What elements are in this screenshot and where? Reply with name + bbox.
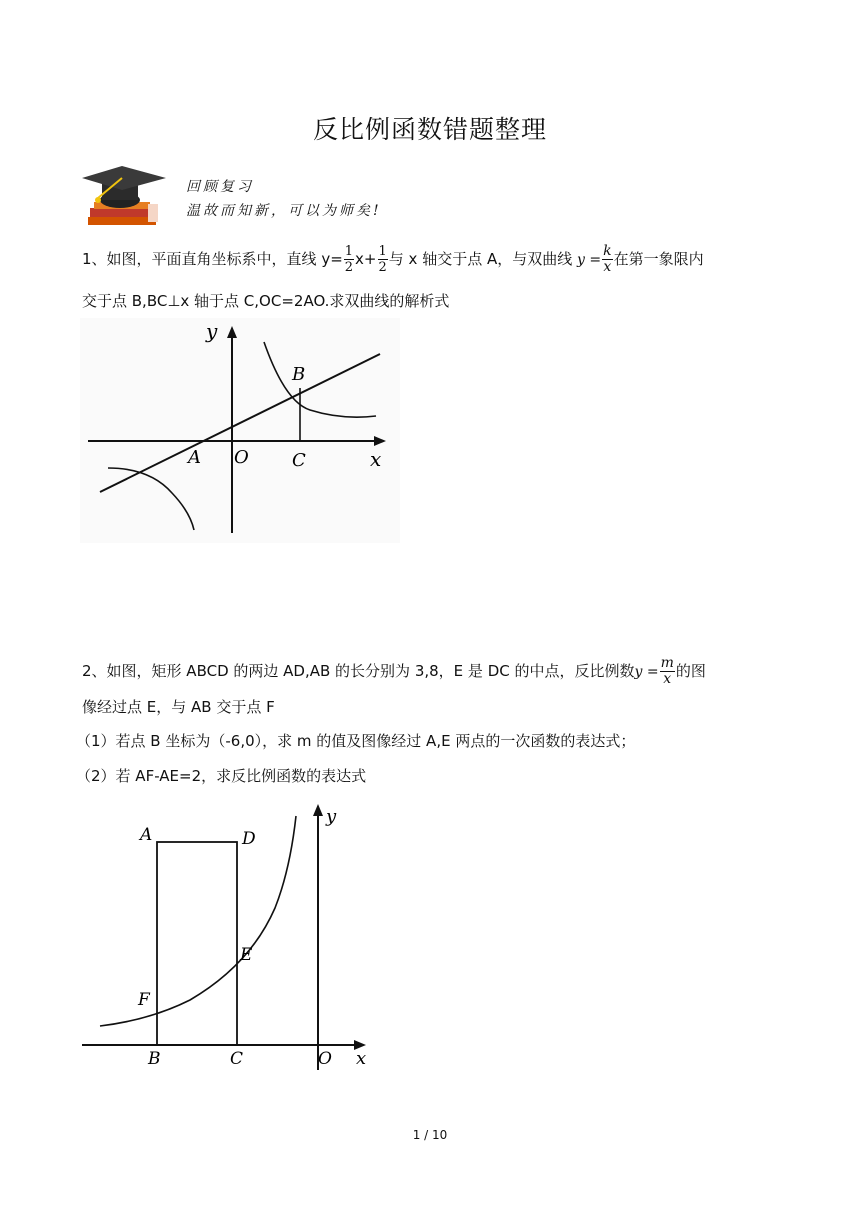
q2-label-a: A	[140, 825, 153, 845]
q2-rectangle-abcd	[157, 842, 237, 1045]
q2-label-o: O	[318, 1049, 332, 1069]
q2-line-3: （1）若点 B 坐标为（-6,0），求 m 的值及图像经过 A,E 两点的一次函数的表达式；	[76, 732, 636, 750]
q1-fraction-1	[344, 244, 354, 275]
q1-text-b: x+	[355, 250, 377, 268]
q1-frac1-num: 1	[344, 244, 354, 259]
q1-label-y: y	[206, 319, 218, 343]
q2-label-d: D	[242, 829, 256, 849]
q1-line-2: 交于点 B,BC⊥x 轴于点 C,OC=2AO.求双曲线的解析式	[82, 292, 450, 310]
q2-hyperbola	[100, 816, 296, 1026]
q1-text-c: 与 x 轴交于点 A，与双曲线	[388, 250, 573, 268]
q1-fraction-2	[378, 244, 388, 275]
banner-line-1: 回顾复习	[186, 179, 254, 195]
page-number: 1 / 10	[412, 1128, 448, 1142]
q1-frac1-den: 2	[344, 260, 354, 275]
q1-label-c: C	[292, 450, 306, 471]
q2-figure	[80, 800, 380, 1085]
q2-frac-den: x	[663, 671, 672, 687]
q1-label-o: O	[234, 447, 249, 468]
q1-text-a: 1、如图，平面直角坐标系中，直线 y=	[82, 250, 343, 268]
q1-frac2-den: 2	[378, 260, 387, 275]
review-banner	[78, 164, 438, 228]
q2-line-4: （2）若 AF-AE=2，求反比例函数的表达式	[76, 767, 367, 785]
q2-text-b: 的图	[675, 662, 706, 680]
q2-line-2: 像经过点 E，与 AB 交于点 F	[82, 698, 275, 716]
q1-frac2-num: 1	[378, 244, 387, 259]
q2-label-x: x	[356, 1048, 367, 1069]
q2-frac-num: m	[660, 655, 674, 671]
q2-label-b: B	[148, 1049, 161, 1069]
q1-text-d: 在第一象限内	[613, 250, 704, 268]
q1-line-1	[82, 244, 704, 275]
q2-text-a: 2、如图，矩形 ABCD 的两边 AD,AB 的长分别为 3,8，E 是 DC 的中点，反比例数	[82, 662, 635, 680]
page-title: 反比例函数错题整理	[312, 115, 547, 144]
q2-label-c: C	[230, 1049, 244, 1069]
q2-label-y: y	[326, 806, 337, 827]
q2-label-e: E	[240, 945, 253, 965]
q1-label-b: B	[292, 364, 306, 385]
q2-fraction	[660, 656, 675, 687]
q1-frac3-den: x	[603, 259, 612, 275]
q1-lhs: y =	[577, 252, 602, 268]
graduation-cap-icon	[78, 164, 174, 228]
q2-lhs: y =	[634, 664, 659, 680]
banner-line-2: 温故而知新，可以为师矣!	[186, 203, 382, 219]
q2-label-f: F	[138, 990, 150, 1010]
q2-line-1	[82, 656, 706, 687]
q1-label-a: A	[188, 447, 201, 468]
q1-figure	[80, 318, 400, 543]
q1-label-x: x	[370, 447, 382, 471]
q1-fraction-3	[602, 244, 612, 275]
q1-frac3-num: k	[603, 243, 612, 259]
